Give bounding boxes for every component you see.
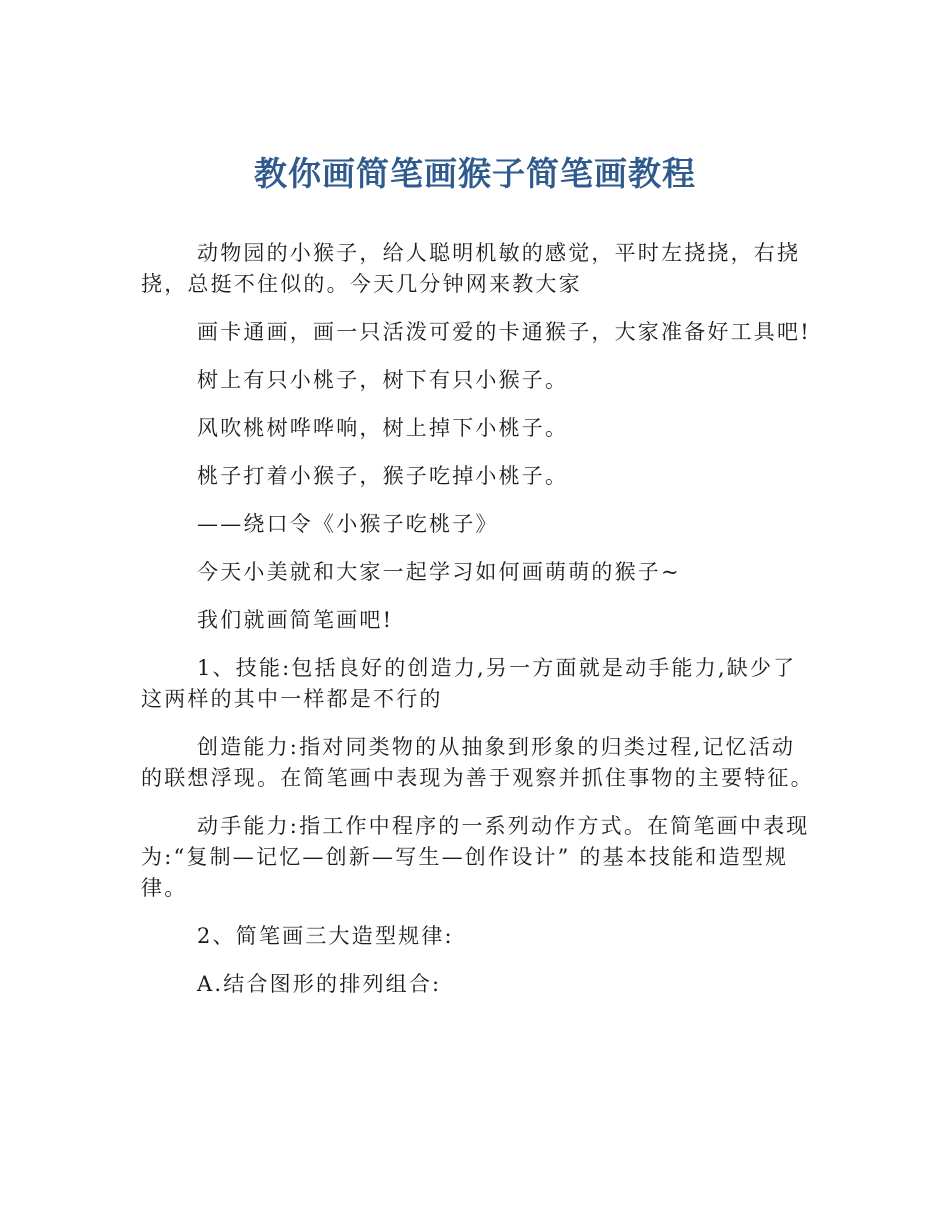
paragraph: 动物园的小猴子，给人聪明机敏的感觉，平时左挠挠，右挠挠，总挺不住似的。今天几分钟网来教大家 [141,241,801,296]
document-title: 教你画简笔画猴子简笔画教程 [254,154,696,193]
paragraph: 1、技能:包括良好的创造力,另一方面就是动手能力,缺少了这两样的其中一样都是不行的 [141,656,797,711]
paragraph: 创造能力:指对同类物的从抽象到形象的归类过程,记忆活动的联想浮现。在简笔画中表现为善于观察并抓住事物的主要特征。 [141,735,814,790]
paragraph: 风吹桃树哗哗响，树上掉下小桃子。 [197,416,569,440]
paragraph: 2、简笔画三大造型规律: [197,924,454,948]
paragraph: ——绕口令《小猴子吃桃子》 [197,512,499,536]
paragraph: 桃子打着小猴子，猴子吃掉小桃子。 [197,464,569,488]
paragraph: 动手能力:指工作中程序的一系列动作方式。在简笔画中表现为:“复制—记忆—创新—写生—创作设计” 的基本技能和造型规律。 [141,814,810,900]
paragraph: A.结合图形的排列组合: [197,972,442,996]
paragraph: 树上有只小桃子，树下有只小猴子。 [197,368,569,392]
paragraph: 今天小美就和大家一起学习如何画萌萌的猴子~ [197,560,681,584]
document-body [141,238,816,1017]
paragraph: 画卡通画，画一只活泼可爱的卡通猴子，大家准备好工具吧! [197,320,811,344]
paragraph: 我们就画简笔画吧! [197,608,394,632]
